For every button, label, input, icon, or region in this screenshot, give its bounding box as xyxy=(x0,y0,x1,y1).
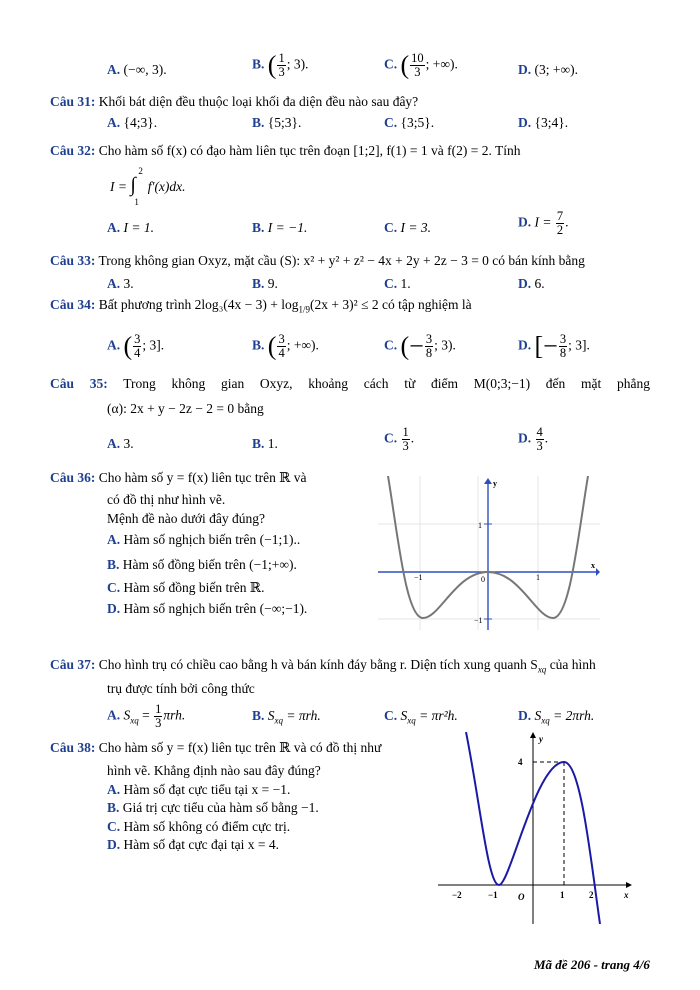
q38-tick-label-2: 2 xyxy=(589,890,594,900)
q36-option-a: A. Hàm số nghịch biến trên (−1;1).. xyxy=(107,532,301,547)
q37-option-a: A. $S_{xq}$ = $\frac{1}{3}$ πrh. xyxy=(107,702,186,731)
q33-option-c: C. 1. xyxy=(384,276,411,291)
q36-option-b: B. Hàm số đồng biến trên (−1;+∞). xyxy=(107,557,297,572)
q38-option-d: D. Hàm số đạt cực đại tại x = 4. xyxy=(107,837,280,852)
q31-stem: Câu 31: Khối bát diện đều thuộc loại khối đa diện đều nào sau đây? xyxy=(50,94,419,109)
q38-tick-label-1: 1 xyxy=(560,890,565,900)
q36-grid xyxy=(378,476,600,630)
q37-stem-line1: Câu 37: Cho hình trụ có chiều cao bằng h và bán kính đáy bằng r. Diện tích xung quanh $S_{xq}$ của hình xyxy=(50,657,596,675)
q37-option-d: D. $S_{xq} = 2\pi rh$. xyxy=(518,708,595,726)
q38-option-a: A. Hàm số đạt cực tiểu tại x = −1. xyxy=(107,782,291,797)
q36-y-arrow xyxy=(484,478,492,484)
q34-option-b: B. ( $\frac{3}{4}$ ; +∞). xyxy=(252,331,319,361)
q33-option-b: B. 9. xyxy=(252,276,278,291)
q34-option-a: A. ( $\frac{3}{4}$ ; 3]. xyxy=(107,331,165,361)
q36-tick-label-m1: −1 xyxy=(414,573,423,582)
q32-option-a: A. I = 1. xyxy=(107,220,154,235)
q38-tick-label-m2: −2 xyxy=(452,890,462,900)
q37-option-c: C. $S_{xq} = \pi r^2h$. xyxy=(384,708,458,726)
q36-tick-label-ym1: −1 xyxy=(474,616,483,625)
q36-origin-label: 0 xyxy=(481,575,485,584)
q33-option-a: A. 3. xyxy=(107,276,134,291)
q36-stem-line1: Câu 36: Cho hàm số y = f(x) liên tục trên ℝ và xyxy=(50,470,307,485)
q37-stem-line2: trụ được tính bởi công thức xyxy=(107,681,255,696)
q38-y-label: y xyxy=(539,734,543,744)
q36-option-c: C. Hàm số đồng biến trên ℝ. xyxy=(107,580,265,595)
q31-option-d: D. {3;4}. xyxy=(518,115,569,130)
q35-option-b: B. 1. xyxy=(252,436,278,451)
q35-option-a: A. 3. xyxy=(107,436,134,451)
q36-tick-label-1: 1 xyxy=(536,573,540,582)
q38-x-label: x xyxy=(624,890,629,900)
q38-origin-label: O xyxy=(518,892,525,902)
q30-option-d: D. (3; +∞). xyxy=(518,62,578,77)
page-footer: Mã đề 206 - trang 4/6 xyxy=(534,957,650,972)
q36-x-arrow xyxy=(596,568,600,576)
q36-y-label: y xyxy=(493,479,497,488)
q32-stem: Câu 32: Cho hàm số f(x) có đạo hàm liên tục trên đoạn [1;2], f(1) = 1 và f(2) = 2. Tính xyxy=(50,143,521,158)
q34-option-c: C. (− $\frac{3}{8}$ ; 3). xyxy=(384,331,456,361)
q30-option-b: B. ( $\frac{1}{3}$ ; 3). xyxy=(252,50,309,80)
q36-tick-label-y1: 1 xyxy=(478,521,482,530)
q32-option-c: C. I = 3. xyxy=(384,220,431,235)
q38-tick-label-m1: −1 xyxy=(488,890,498,900)
q32-option-b: B. I = −1. xyxy=(252,220,308,235)
q31-option-c: C. {3;5}. xyxy=(384,115,435,130)
q36-stem-line3: Mệnh đề nào dưới đây đúng? xyxy=(107,511,266,526)
q30-option-c: C. ( $\frac{10}{3}$ ; +∞). xyxy=(384,50,458,80)
q30-option-a: A. (−∞, 3). xyxy=(107,62,167,77)
q35-option-c: C. $\frac{1}{3}$ . xyxy=(384,425,415,454)
q36-x-label: x xyxy=(591,561,595,570)
q36-stem-line2: có đồ thị như hình vẽ. xyxy=(107,492,226,507)
q38-option-b: B. Giá trị cực tiểu của hàm số bằng −1. xyxy=(107,800,319,815)
q36-graph xyxy=(378,476,600,630)
q38-stem-line2: hình vẽ. Khẳng định nào sau đây đúng? xyxy=(107,763,321,778)
q33-stem: Câu 33: Trong không gian Oxyz, mặt cầu (S): x² + y² + z² − 4x + 2y + 2z − 3 = 0 có bán kính bằng xyxy=(50,253,585,268)
q38-graph xyxy=(436,732,636,924)
q31-option-b: B. {5;3}. xyxy=(252,115,302,130)
q32-option-d: D. I = $\frac{7}{2}$ . xyxy=(518,209,569,238)
q36-option-d: D. Hàm số nghịch biến trên (−∞;−1). xyxy=(107,601,308,616)
q38-x-arrow xyxy=(626,882,632,888)
q35-option-d: D. $\frac{4}{3}$ . xyxy=(518,425,549,454)
q31-option-a: A. {4;3}. xyxy=(107,115,158,130)
q35-stem-line1: Câu 35: Trong không gian Oxyz, khoảng cách từ điểm M(0;3;−1) đến mặt phẳng xyxy=(50,376,650,391)
q38-option-c: C. Hàm số không có điểm cực trị. xyxy=(107,819,291,834)
q32-integral: I = 2 ∫ 1 f′(x)dx. xyxy=(110,166,186,207)
q37-option-b: B. $S_{xq} = \pi rh$. xyxy=(252,708,321,726)
q35-stem-line2: (α): 2x + y − 2z − 2 = 0 bằng xyxy=(107,401,264,416)
q34-option-d: D. [− $\frac{3}{8}$ ; 3]. xyxy=(518,331,590,361)
q34-stem: Câu 34: Bất phương trình $2\log_3(4x - 3) + \log_{1/9}(2x + 3)^2 \le 2$ có tập nghiệm là xyxy=(50,297,472,315)
q33-option-d: D. 6. xyxy=(518,276,545,291)
q38-tick-label-y4: 4 xyxy=(518,757,523,767)
q38-stem-line1: Câu 38: Cho hàm số y = f(x) liên tục trên ℝ và có đồ thị như xyxy=(50,740,382,755)
q38-y-arrow xyxy=(530,732,536,738)
